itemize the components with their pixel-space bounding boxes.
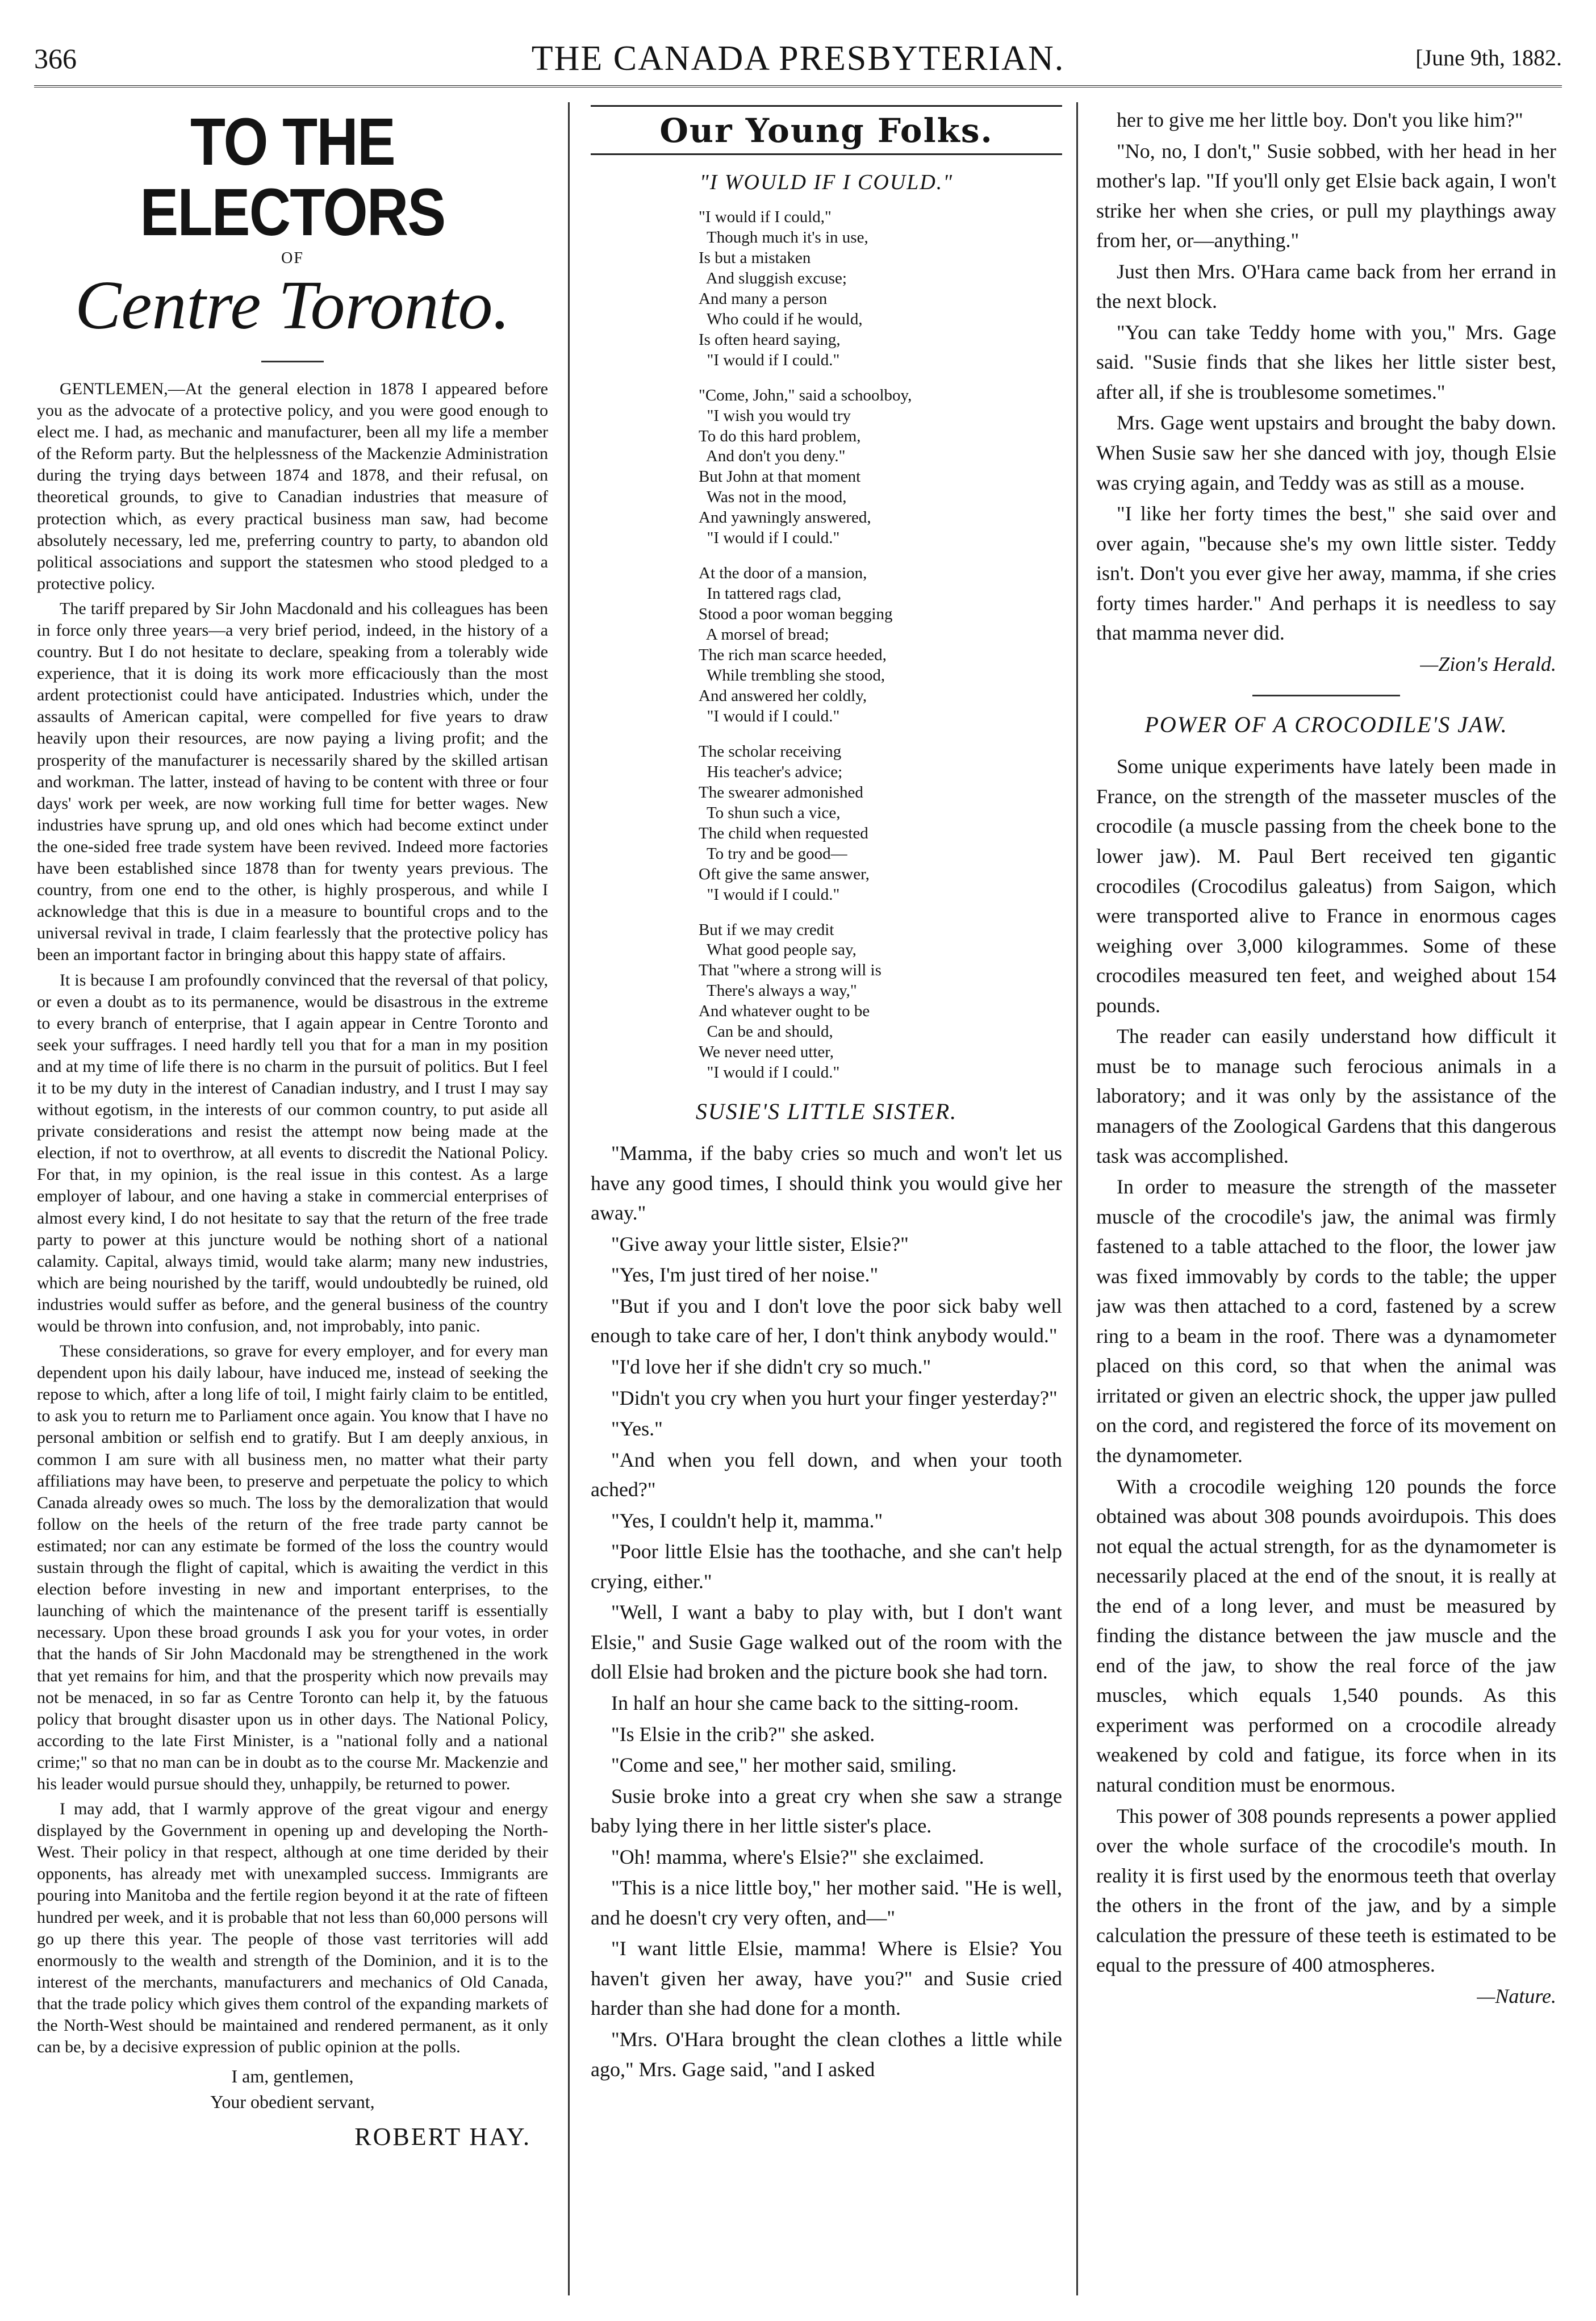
signature: ROBERT HAY.: [354, 2122, 531, 2151]
poem-line: A morsel of bread;: [699, 625, 829, 644]
story-paragraph: "Well, I want a baby to play with, but I don't want Elsie," and Susie Gage walked out of the room with the doll Elsie had broken and the picture book she had torn.: [591, 1601, 1062, 1684]
poem-line: That "where a strong will is: [699, 961, 881, 980]
poem-line: But John at that moment: [699, 467, 861, 486]
story-paragraph: "No, no, I don't," Susie sobbed, with her head in her mother's lap. "If you'll only get Elsie back again, I won't strike her when she cries, or pull my playthings away from her, or—anything.": [1096, 139, 1556, 252]
crocodile-paragraph: This power of 308 pounds represents a power applied over the whole surface of the crocodile's mouth. In reality it is first used by the enormous teeth that overlay the others in the front of the jaw, and by a simple calculation the pressure of these teeth is estimated to be equal to the pressure of 400 atmospheres.: [1096, 1804, 1556, 1977]
poem-line: What good people say,: [699, 941, 857, 959]
poem-line: And yawningly answered,: [699, 508, 871, 527]
story-paragraph: "This is a nice little boy," her mother said. "He is well, and he doesn't cry very often, and—": [591, 1876, 1062, 1929]
poem-line: "I would if I could.": [699, 529, 840, 548]
electors-paragraph: These considerations, so grave for every employer, and for every man dependent upon his daily labour, have induced me, instead of seeking the repose to which, after a long life of toil, I might fairly claim to be entitled, to ask you to return me to Parliament once again. You know that I have no personal ambition or selfish end to gratify. But I am deeply anxious, in common I am sure with all business men, no matter what their party affiliations may have been, to preserve and perpetuate the policy to which Canada already owes so much. The loss by the demoralization that would follow on the heels of the return of the free trade party cannot be estimated; nor can any estimate be formed of the loss the country would sustain through the flight of capital, which is awaiting the verdict in this election before investing in new and important enterprises, to the launching of which the maintenance of the present tariff is essentially necessary. Upon these broad grounds I ask you for your votes, in order that the hands of Sir John Macdonald may be strengthened in the work that yet remains for him, and that the prosperity which now prevails may not be menaced, in so far as Centre Toronto can help it, by the fatuous policy that brought disaster upon us in other days. The National Policy, according to the late First Minister, is a "national folly and a national crime;" so that no man can be in doubt as to the course Mr. Mackenzie and his leader would pursue should they, unhappily, be returned to power.: [37, 1342, 548, 1793]
story-paragraph: "Yes.": [611, 1417, 663, 1441]
story-paragraph: "But if you and I don't love the poor sick baby well enough to take care of her, I don't think anybody would.": [591, 1294, 1062, 1347]
poem-line: Stood a poor woman begging: [699, 605, 893, 624]
young-folks-heading: Our Young Folks.: [659, 111, 993, 150]
story-paragraph: "Come and see," her mother said, smiling.: [611, 1754, 957, 1777]
crocodile-paragraph: In order to measure the strength of the masseter muscle of the crocodile's jaw, the animal was firmly fastened to a table attached to the floor, the lower jaw was fixed immovably by cords to the table; the upper jaw was then attached to a cord, fastened by a screw ring to a beam in the roof. There was a dynamometer placed on this cord, so that when the animal was irritated or given an electric shock, the upper jaw pulled on the cord, and registered the force of its movement on the dynamometer.: [1096, 1175, 1556, 1467]
poem-line: Oft give the same answer,: [699, 865, 870, 883]
story-paragraph: "I want little Elsie, mamma! Where is Elsie? You haven't given her away, have you?" and Susie cried harder than she had done for a month.: [591, 1937, 1062, 2020]
story-paragraph: "Didn't you cry when you hurt your finger yesterday?": [611, 1386, 1058, 1409]
electors-paragraph: GENTLEMEN,—At the general election in 1878 I appeared before you as the advocate of a protective policy, and you were good enough to elect me. I had, as mechanic and manufacturer, been all my life a member of the Reform party. But the helplessness of the Mackenzie Administration during the trying days between 1874 and 1878, and their refusal, on theoretical grounds, to give to Canadian industries that measure of protection which, as every practical business man saw, had become absolutely necessary, led me, preferring country to party, to abandon old political associations and support the statesmen who stood pledged to a protective policy.: [37, 379, 548, 593]
page-header: [34, 34, 1562, 87]
letter-closing: [37, 2064, 548, 2154]
story-credit-wrap: [1096, 649, 1556, 679]
story-paragraph: "Mrs. O'Hara brought the clean clothes a little while ago," Mrs. Gage said, "and I asked: [591, 2027, 1062, 2081]
crocodile-credit-wrap: [1096, 1981, 1556, 2011]
electors-of: OF: [281, 249, 304, 267]
poem-line: Is often heard saying,: [699, 330, 841, 349]
electors-paragraph: It is because I am profoundly convinced that the reversal of that policy, or even a doubt as to its permanence, would be disastrous in the extreme to every branch of enterprise, that I again appear in Centre Toronto and seek your suffrages. I need hardly tell you that for a man in my position and at my time of life there is no charm in the pursuit of politics. But I feel it to be my duty in the interest of Canadian industry, and I trust I may say without egotism, in the interests of our common country, to put aside all private considerations and resist the attempt now being made at the election, if not to overthrow, at all events to discredit the National Policy. For that, in my opinion, is the real issue in this contest. As a large employer of labour, and one having a stake in commercial enterprises of almost every kind, I do not hesitate to say that the return of the free trade party to power at this juncture would be nothing short of a national calamity. Capital, always timid, would take alarm; many new industries, which are being nourished by the tariff, would undoubtedly be ruined, old industries would suffer as before, and the general business of the country would be thrown into confusion, and, not improbably, into panic.: [37, 970, 548, 1335]
poem-stanza: [699, 207, 1062, 371]
column-rule-1: [568, 102, 570, 2295]
heading-divider: [261, 361, 324, 362]
section-divider: [1252, 695, 1400, 696]
poem-line: Was not in the mood,: [699, 488, 847, 507]
poem-line: We never need utter,: [699, 1043, 834, 1062]
story-paragraph: "And when you fell down, and when your tooth ached?": [591, 1448, 1062, 1501]
crocodile-article: [1096, 752, 1556, 1980]
poem-line: "I wish you would try: [699, 406, 851, 425]
story-credit: —Zion's Herald.: [1420, 652, 1556, 675]
crocodile-credit: —Nature.: [1477, 1984, 1556, 2007]
poem-line: And sluggish excuse;: [699, 269, 847, 287]
poem-line: To try and be good—: [699, 844, 847, 863]
story-paragraph: "Oh! mamma, where's Elsie?" she exclaimed.: [611, 1845, 984, 1868]
poem-line: And don't you deny.": [699, 447, 846, 466]
column-young-folks: [591, 105, 1062, 2298]
column-electors: [37, 105, 548, 2298]
page-number: 366: [34, 43, 77, 74]
story-paragraph: Mrs. Gage went upstairs and brought the baby down. When Susie saw her she danced with joy, though Elsie was crying again, and Teddy was as still as a mouse.: [1096, 411, 1556, 494]
story-paragraph: "You can take Teddy home with you," Mrs. Gage said. "Susie finds that she likes her little sister best, after all, if she is troublesome sometimes.": [1096, 320, 1556, 403]
story-paragraph: "Give away your little sister, Elsie?": [611, 1232, 909, 1255]
story-paragraph: "Is Elsie in the crib?" she asked.: [611, 1722, 875, 1746]
electors-paragraph: I may add, that I warmly approve of the great vigour and energy displayed by the Government in opening up and developing the North-West. Their policy in that respect, although at one time derided by their opponents, has already met with unexampled success. Immigrants are pouring into Manitoba and the fertile region beyond it at the rate of fifteen hundred per week, and it is probable that not less than 60,000 persons will go up there this year. The people of those vast territories will add enormously to the wealth and strength of the Dominion, and it is to the interest of the merchants, manufacturers and mechanics of Old Canada, that the trade policy which gives them control of the expanding markets of the North-West should be maintained and rendered permanent, as it only can be, by a decisive expression of public opinion at the polls.: [37, 1800, 548, 2057]
story-paragraph: "Yes, I'm just tired of her noise.": [611, 1263, 879, 1287]
poem-line: In tattered rags clad,: [699, 585, 842, 603]
young-folks-banner: [591, 105, 1062, 155]
story-part-2: [1096, 105, 1556, 648]
poem-line: Who could if he would,: [699, 310, 863, 328]
poem-title: "I WOULD IF I COULD.": [699, 170, 954, 194]
poem-line: But if we may credit: [699, 920, 834, 939]
crocodile-title: POWER OF A CROCODILE'S JAW.: [1144, 712, 1508, 738]
poem-line: His teacher's advice;: [699, 762, 843, 781]
poem-line: "I would if I could,": [699, 208, 832, 226]
issue-date: [June 9th, 1882.: [1415, 45, 1562, 70]
column-stories: [1096, 105, 1556, 2298]
poem-line: Can be and should,: [699, 1022, 833, 1041]
poem-line: To do this hard problem,: [699, 427, 861, 445]
story-paragraph: "Poor little Elsie has the toothache, and she can't help crying, either.": [591, 1540, 1062, 1593]
crocodile-paragraph: The reader can easily understand how difficult it must be to manage such ferocious animals in a laboratory; and it was only by the assistance of the managers of the Zoological Gardens that this dangerous task was accomplished.: [1096, 1025, 1556, 1167]
poem-line: To shun such a vice,: [699, 803, 841, 822]
poem-line: Is but a mistaken: [699, 248, 811, 267]
electors-place: Centre Toronto.: [74, 266, 510, 344]
poem-line: And answered her coldly,: [699, 686, 867, 705]
story-title: SUSIE'S LITTLE SISTER.: [695, 1099, 958, 1125]
electors-paragraph: The tariff prepared by Sir John Macdonald and his colleagues has been in force only three years—a very brief period, indeed, in the history of a country. But I do not hesitate to declare, speaking from a tolerably wide experience, that it is doing its work more efficaciously than the most ardent protectionist could have anticipated. Industries which, under the assaults of American capital, were compelled for five years to draw heavily upon their resources, are now paying a living profit; and the prosperity of the manufacturer is necessarily shared by the skilled artisan and workman. The latter, instead of having to be content with three or four days' work per week, are now working full time for better wages. New industries have sprung up, and old ones which had become extinct under the one-sided free trade system have been revived. Indeed more factories have been established since 1878 than for twenty years previous. The country, from one end to the other, is highly prosperous, and while I acknowledge that this is due in a measure to bountiful crops and to the universal revival in trade, I claim fearlessly that the protective policy has been an important factor in bringing about this happy state of affairs.: [37, 599, 548, 965]
poem-line: There's always a way,": [699, 982, 857, 1000]
publication-title: THE CANADA PRESBYTERIAN.: [531, 39, 1065, 78]
story-paragraph: "I'd love her if she didn't cry so much.": [611, 1355, 931, 1378]
electors-letter: [37, 378, 548, 2058]
story-paragraph: "Mamma, if the baby cries so much and won't let us have any good times, I should think you would give her away.": [591, 1142, 1062, 1225]
poem-line: Though much it's in use,: [699, 228, 868, 247]
story-paragraph: Just then Mrs. O'Hara came back from her errand in the next block.: [1096, 260, 1556, 313]
poem-line: "I would if I could.": [699, 707, 840, 725]
poem-line: "I would if I could.": [699, 885, 840, 904]
poem-line: "Come, John," said a schoolboy,: [699, 386, 912, 404]
story-paragraph: In half an hour she came back to the sitting-room.: [611, 1691, 1019, 1714]
story-paragraph: Susie broke into a great cry when she saw a strange baby lying there in her little sister's place.: [591, 1784, 1062, 1838]
poem-line: The child when requested: [699, 824, 868, 842]
poem-line: At the door of a mansion,: [699, 564, 867, 583]
poem-line: "I would if I could.": [699, 350, 840, 369]
closing-line: Your obedient servant,: [210, 2091, 375, 2112]
poem-line: The scholar receiving: [699, 742, 842, 761]
poem-stanza: [699, 563, 1062, 727]
poem-stanza: [699, 920, 1062, 1084]
story-paragraph: "I like her forty times the best," she said over and over again, "because she's my own little sister. Teddy isn't. Don't you ever give her away, mamma, if she cries forty times harder." And perhaps it is needless to say that mamma never did.: [1096, 502, 1556, 645]
poem-stanza: [699, 386, 1062, 549]
story-paragraph: her to give me her little boy. Don't you like him?": [1117, 108, 1523, 131]
poem-line: The swearer admonished: [699, 783, 863, 802]
story-paragraph: "Yes, I couldn't help it, mamma.": [611, 1509, 883, 1532]
electors-heading: TO THE ELECTORS: [140, 105, 445, 250]
column-rule-2: [1076, 102, 1078, 2295]
poem-line: And many a person: [699, 289, 828, 308]
poem-line: While trembling she stood,: [699, 666, 885, 685]
poem-line: "I would if I could.": [699, 1063, 840, 1082]
crocodile-paragraph: With a crocodile weighing 120 pounds the force obtained was about 308 pounds avoirdupois. This does not equal the actual strength, for as the dynamometer is necessarily placed at the end of the snout, it is really at the end of a long lever, and must be measured by finding the distance between the jaw muscle and the end of the jaw, to show the real force of the jaw muscles, which equals 1,540 pounds. As this experiment was performed on a crocodile already weakened by cold and fatigue, its force when in its natural condition must be enormous.: [1096, 1475, 1556, 1796]
poem-stanza: [699, 742, 1062, 905]
crocodile-paragraph: Some unique experiments have lately been made in France, on the strength of the masseter muscles of the crocodile (a muscle passing from the cheek bone to the lower jaw). M. Paul Bert received ten gigantic crocodiles (Crocodilus galeatus) from Saigon, which were transported alive to France in enormous cages weighing over 3,000 kilogrammes. Some of these crocodiles measured ten feet, and weighed about 154 pounds.: [1096, 755, 1556, 1017]
poem-line: And whatever ought to be: [699, 1002, 870, 1021]
closing-line: I am, gentlemen,: [231, 2066, 354, 2087]
poem-line: The rich man scarce heeded,: [699, 646, 887, 665]
story-part-1: [591, 1138, 1062, 2084]
poem: [591, 207, 1062, 1083]
